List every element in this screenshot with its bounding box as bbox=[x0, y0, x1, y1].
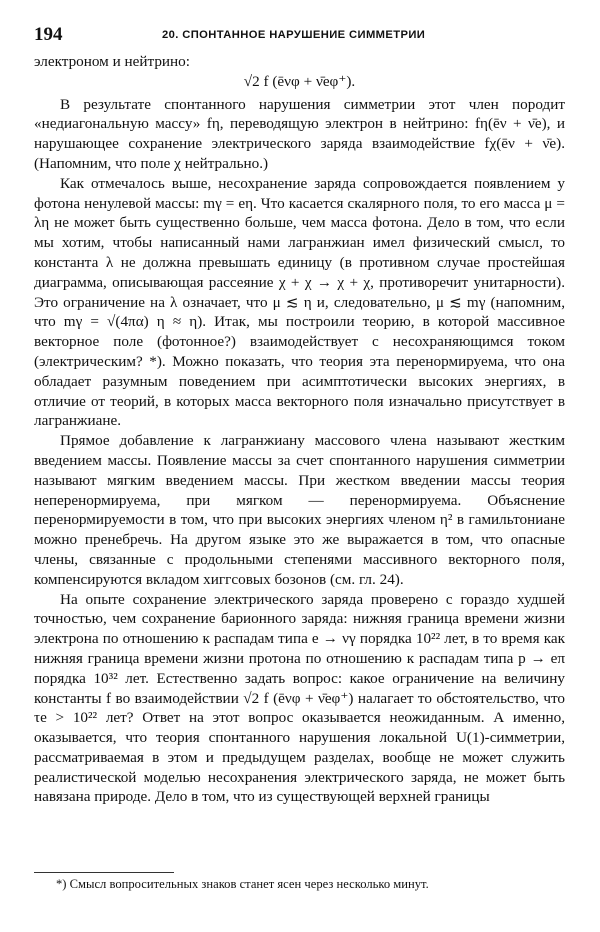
equation-interaction: √2 f (ēνφ + ν̄eφ⁺). bbox=[243, 72, 356, 90]
paragraph-1: В результате спонтанного нарушения симметрии этот член породит «недиагональную массу» fη, переводящую электрон в нейтрино: fη(ēν + ν̄e), и нарушающее сохранение электрического заряда взаимодействие fχ(ēν + ν̄e). (Напомним, что поле χ нейтрально.) bbox=[34, 95, 565, 172]
text-line-intro: электроном и нейтрино: bbox=[34, 53, 190, 70]
footnote: *) Смысл вопросительных знаков станет ясен через несколько минут. bbox=[56, 877, 429, 891]
paragraph-3: Прямое добавление к лагранжиану массового члена называют жестким введением массы. Появление массы за счет спонтанного нарушения симметрии называют мягким введением массы. При жестком введении массы теория неперенормируема, при мягком — перенормируема. Объяснение перенормируемости в том, что при высоких энергиях членом η² в гамильтониане можно пренебречь. На другом языке это же выражается в том, что опасные члены, связанные с продольными степенями массивного векторного поля, компенсируются вкладом хиггсовых бозонов (см. гл. 24). bbox=[34, 432, 565, 588]
footnote-rule bbox=[34, 872, 174, 873]
page-number: 194 bbox=[34, 24, 63, 45]
paragraph-2: Как отмечалось выше, несохранение заряда сопровождается появлением у фотона ненулевой массы: mγ = eη. Что касается скалярного поля, то его масса μ = λη не может быть существенно больше, чем масса фотона. Дело в том, что если мы хотим, чтобы написанный нами лагранжиан имел физический смысл, то константа λ не должна превышать единицу (в противном случае простейшая диаграмма, описывающая рассеяние χ + χ → χ + χ, противоречит унитарности). Это ограничение на λ означает, что μ ≲ η и, следовательно, μ ≲ mγ (напомним, что mγ = √(4πα) η ≈ η). Итак, мы построили теорию, в которой массивное векторное поле (фотонное?) взаимодействует с несохраняющимся током (электрическим? *). Можно показать, что теория эта перенормируема, что она обладает разумным поведением при асимптотически высоких энергиях, в отличие от теорий, в которых масса векторного поля изначально присутствует в лагранжиане. bbox=[34, 174, 565, 430]
paragraph-4: На опыте сохранение электрического заряда проверено с гораздо худшей точностью, чем сохранение барионного заряда: нижняя граница времени жизни электрона по отношению к распадам типа e → νγ порядка 10²² лет, в то время как нижняя граница времени жизни протона по отношению к распадам типа p → eπ порядка 10³² лет. Естественно задать вопрос: какое ограничение на величину константы f во взаимодействии √2 f (ēνφ + ν̄eφ⁺) налагает то обстоятельство, что τe > 10²² лет? Ответ на этот вопрос оказывается неожиданным. А именно, оказывается, что теория спонтанного нарушения локальной U(1)-симметрии, рассматриваемая в этом и предыдущем разделах, вообще не может служить реалистической моделью несохранения электрического заряда, не может быть навязана природе. Дело в том, что из существующей верхней границы bbox=[34, 590, 565, 806]
page-header bbox=[34, 24, 566, 48]
main-text bbox=[34, 52, 565, 807]
running-title: 20. СПОНТАННОЕ НАРУШЕНИЕ СИММЕТРИИ bbox=[162, 29, 426, 41]
